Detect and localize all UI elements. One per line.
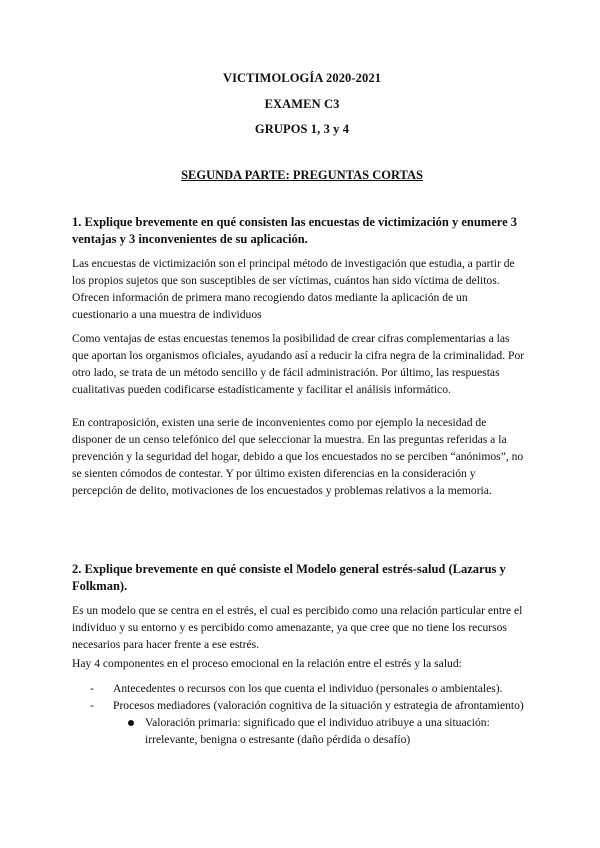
question-1-paragraph-2: Como ventajas de estas encuestas tenemos la posibilidad de crear cifras complementarias a las que aportan los organismos oficiales, ayudando así a reducir la cifra negra de la criminalidad. Por otro lado, se trata de un método sencillo y de fácil administración. Por último, las respuestas cualitativas pueden codificarse estadísticamente y facilitar el análisis informático. (72, 332, 525, 396)
question-1-paragraph-3: En contraposición, existen una serie de inconvenientes como por ejemplo la necesidad de disponer de un censo telefónico del que seleccionar la muestra. En las preguntas referidas a la prevención y la seguridad del hogar, debido a que los encuestados no se perciben “anónimos”, no se sienten cómodos de contestar. Y por último existen diferencias en la consideración y percepción de delito, motivaciones de los encuestados y problemas relativos a la memoria. (72, 416, 524, 497)
bullet-icon (128, 720, 134, 726)
components-list (72, 680, 532, 748)
list-item-text: Antecedentes o recursos con los que cuenta el individuo (personales o ambientales). (113, 682, 503, 695)
list-item-text: Procesos mediadores (valoración cognitiva de la situación y estrategia de afrontamiento) (113, 699, 524, 712)
question-2-paragraph-1: Es un modelo que se centra en el estrés, el cual es percibido como una relación particular entre el individuo y su entorno y es percibido como amenazante, ya que cree que no tiene los recursos necesarios para hacer frente a ese estrés. (72, 604, 523, 651)
question-1-paragraph-1: Las encuestas de victimización son el principal método de investigación que estudia, a partir de los propios sujetos que son susceptibles de ser víctimas, cuántos han sido víctima de delitos. Ofrecen información de primera mano recogiendo datos mediante la aplicación de un cuestionario a una muestra de individuos (72, 257, 515, 321)
sub-list-item-text: Valoración primaria: significado que el individuo atribuye a una situación: irrelevante, benigna o estresante (daño pérdida o desafío) (145, 716, 490, 746)
course-title: VICTIMOLOGÍA 2020-2021 (222, 71, 382, 85)
exam-title: EXAMEN C3 (264, 97, 340, 111)
dash-marker: - (90, 699, 94, 712)
question-2-paragraph-2: Hay 4 componentes en el proceso emocional en la relación entre el estrés y la salud: (72, 657, 462, 670)
sub-list-item (72, 714, 530, 748)
question-2-title: 2. Explique brevemente en qué consiste el Modelo general estrés-salud (Lazarus y Folkman). (72, 562, 506, 593)
dash-marker: - (90, 682, 94, 695)
section-title: SEGUNDA PARTE: PREGUNTAS CORTAS (181, 168, 423, 182)
list-item (72, 680, 533, 697)
groups-title: GRUPOS 1, 3 y 4 (254, 122, 350, 136)
question-1-title: 1. Explique brevemente en qué consisten las encuestas de victimización y enumere 3 ventajas y 3 inconvenientes de su aplicación. (72, 215, 517, 246)
list-item (72, 697, 533, 714)
